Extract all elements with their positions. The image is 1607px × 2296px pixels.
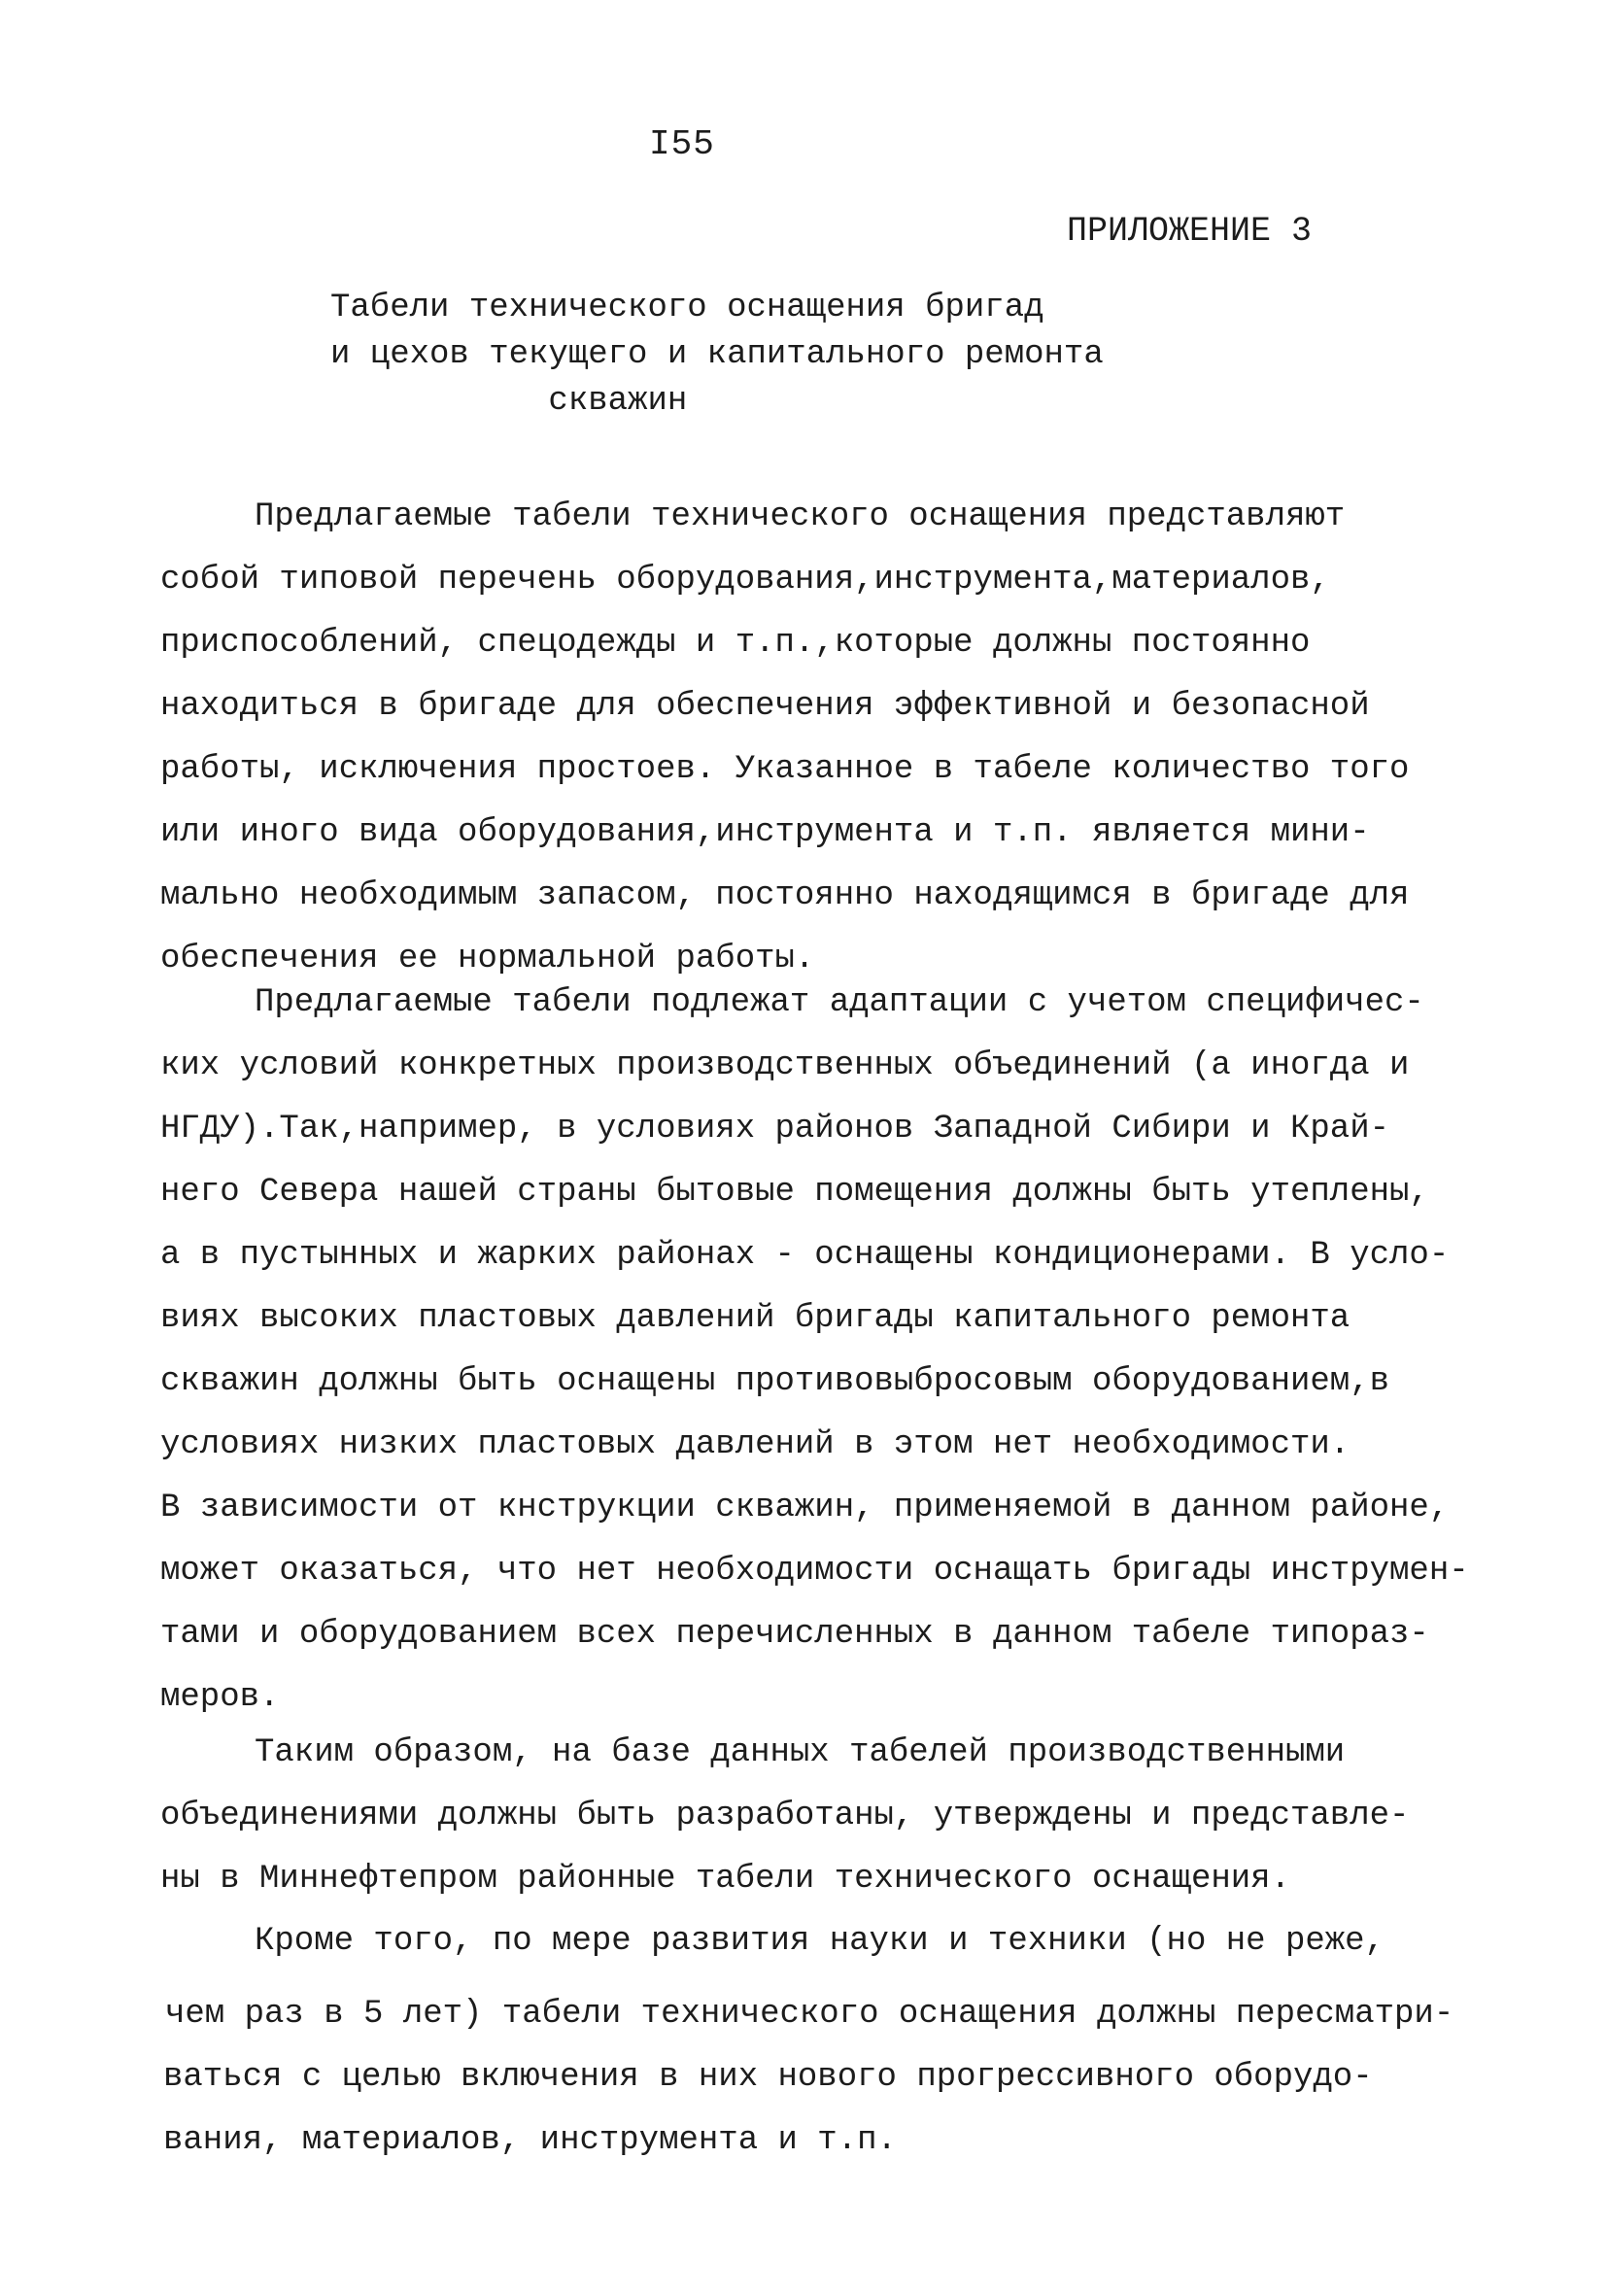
text-line: ваться с целью включения в них нового прогрессивного оборудо- [163,2059,1373,2096]
document-title [330,285,1205,425]
text-line: работы, исключения простоев. Указанное в табеле количество того [160,751,1410,788]
text-line: В зависимости от кнструкции скважин, применяемой в данном районе, [160,1490,1450,1526]
text-line: может оказаться, что нет необходимости оснащать бригады инструмен- [160,1553,1469,1590]
text-line: находиться в бригаде для обеспечения эффективной и безопасной [160,688,1370,725]
paragraph-revision [0,1910,1607,2173]
text-line: объединениями должны быть разработаны, утверждены и представле- [160,1798,1410,1834]
appendix-label: ПРИЛОЖЕНИЕ 3 [1067,212,1313,251]
text-line: Кроме того, по мере развития науки и техники (но не реже, [255,1923,1385,1960]
text-line: него Севера нашей страны бытовые помещения должны быть утеплены, [160,1174,1429,1211]
text-line: ких условий конкретных производственных объединений (а иногда и [160,1047,1410,1084]
text-line: а в пустынных и жарких районах - оснащены кондиционерами. В усло- [160,1237,1450,1274]
paragraph-intro [0,486,1607,991]
text-line: мально необходимым запасом, постоянно находящимся в бригаде для [160,877,1410,914]
text-line: вания, материалов, инструмента и т.п. [163,2122,897,2159]
title-line: Табели технического оснащения бригад [330,290,1044,326]
text-line: чем раз в 5 лет) табели технического оснащения должны пересматри- [165,1996,1454,2033]
text-line: или иного вида оборудования,инструмента и т.п. является мини- [160,814,1370,851]
title-line: скважин [330,383,688,420]
paragraph-adaptation [0,972,1607,1730]
paragraph-conclusion [0,1722,1607,1911]
text-line: НГДУ).Так,например, в условиях районов Западной Сибири и Край- [160,1111,1390,1148]
text-line: собой типовой перечень оборудования,инструмента,материалов, [160,562,1330,599]
text-line: Предлагаемые табели подлежат адаптации с учетом специфичес- [255,984,1424,1021]
text-line: ны в Миннефтепром районные табели технического оснащения. [160,1861,1290,1898]
text-line: скважин должны быть оснащены противовыбросовым оборудованием,в [160,1363,1390,1400]
text-line: обеспечения ее нормальной работы. [160,941,815,977]
text-line: Предлагаемые табели технического оснащения представляют [255,498,1346,535]
text-line: приспособлений, спецодежды и т.п.,которые должны постоянно [160,625,1311,662]
text-line: Таким образом, на базе данных табелей производственными [255,1734,1346,1771]
text-line: тами и оборудованием всех перечисленных в данном табеле типораз- [160,1616,1429,1653]
text-line: виях высоких пластовых давлений бригады капитального ремонта [160,1300,1351,1337]
page-number: I55 [649,124,715,164]
title-line: и цехов текущего и капитального ремонта [330,336,1104,373]
text-line: условиях низких пластовых давлений в этом нет необходимости. [160,1426,1351,1463]
text-line: меров. [160,1679,280,1716]
